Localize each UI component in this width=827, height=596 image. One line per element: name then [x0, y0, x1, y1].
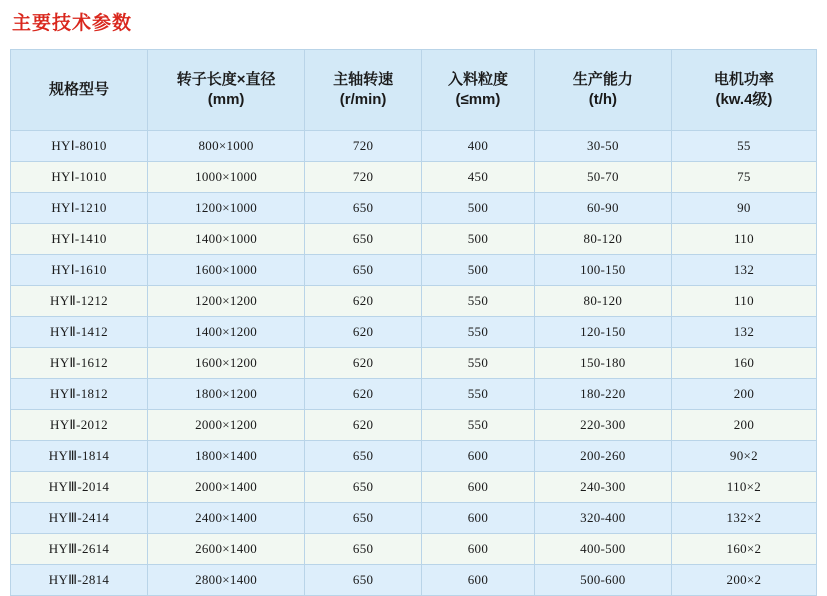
- table-row: [11, 286, 817, 317]
- cell-feed: 550: [422, 348, 535, 379]
- cell-size: 800×1000: [148, 131, 305, 162]
- cell-power: 90: [671, 193, 816, 224]
- cell-capacity: 60-90: [534, 193, 671, 224]
- cell-size: 1400×1200: [148, 317, 305, 348]
- cell-model: HYⅡ-1412: [11, 317, 148, 348]
- cell-capacity: 220-300: [534, 410, 671, 441]
- cell-model: HYⅠ-1410: [11, 224, 148, 255]
- table-row: [11, 534, 817, 565]
- cell-capacity: 80-120: [534, 286, 671, 317]
- table-row: [11, 131, 817, 162]
- cell-size: 2400×1400: [148, 503, 305, 534]
- column-header-model-line1: 规格型号: [49, 80, 110, 98]
- cell-feed: 550: [422, 317, 535, 348]
- cell-feed: 450: [422, 162, 535, 193]
- cell-speed: 620: [305, 348, 422, 379]
- cell-capacity: 240-300: [534, 472, 671, 503]
- column-header-motor-power-line1: 电机功率: [713, 70, 774, 88]
- cell-power: 200×2: [671, 565, 816, 596]
- cell-speed: 650: [305, 565, 422, 596]
- cell-speed: 650: [305, 534, 422, 565]
- cell-model: HYⅡ-1812: [11, 379, 148, 410]
- table-row: [11, 224, 817, 255]
- cell-power: 110×2: [671, 472, 816, 503]
- cell-capacity: 80-120: [534, 224, 671, 255]
- cell-power: 160×2: [671, 534, 816, 565]
- table-container: [0, 35, 827, 596]
- cell-size: 1200×1200: [148, 286, 305, 317]
- cell-power: 160: [671, 348, 816, 379]
- cell-speed: 650: [305, 441, 422, 472]
- column-header-spindle-speed: [305, 50, 422, 131]
- column-header-feed-size-line2: (≤mm): [455, 91, 501, 108]
- cell-size: 1800×1400: [148, 441, 305, 472]
- table-header: [11, 50, 817, 131]
- cell-feed: 500: [422, 224, 535, 255]
- cell-size: 2000×1400: [148, 472, 305, 503]
- cell-speed: 720: [305, 162, 422, 193]
- cell-capacity: 400-500: [534, 534, 671, 565]
- cell-model: HYⅡ-1212: [11, 286, 148, 317]
- table-row: [11, 348, 817, 379]
- table-row: [11, 379, 817, 410]
- cell-model: HYⅡ-2012: [11, 410, 148, 441]
- cell-power: 110: [671, 224, 816, 255]
- column-header-capacity-line2: (t/h): [588, 91, 618, 108]
- cell-model: HYⅢ-2814: [11, 565, 148, 596]
- cell-size: 1600×1200: [148, 348, 305, 379]
- cell-feed: 600: [422, 472, 535, 503]
- column-header-spindle-speed-line2: (r/min): [339, 91, 387, 108]
- table-row: [11, 565, 817, 596]
- cell-capacity: 200-260: [534, 441, 671, 472]
- cell-size: 1400×1000: [148, 224, 305, 255]
- cell-capacity: 320-400: [534, 503, 671, 534]
- cell-power: 132×2: [671, 503, 816, 534]
- cell-speed: 650: [305, 503, 422, 534]
- cell-power: 90×2: [671, 441, 816, 472]
- cell-feed: 600: [422, 534, 535, 565]
- cell-speed: 650: [305, 255, 422, 286]
- table-row: [11, 503, 817, 534]
- cell-size: 2800×1400: [148, 565, 305, 596]
- cell-size: 1600×1000: [148, 255, 305, 286]
- cell-capacity: 120-150: [534, 317, 671, 348]
- cell-capacity: 150-180: [534, 348, 671, 379]
- cell-model: HYⅢ-2014: [11, 472, 148, 503]
- table-row: [11, 193, 817, 224]
- cell-power: 55: [671, 131, 816, 162]
- cell-feed: 600: [422, 565, 535, 596]
- cell-power: 110: [671, 286, 816, 317]
- cell-size: 1200×1000: [148, 193, 305, 224]
- cell-model: HYⅢ-1814: [11, 441, 148, 472]
- column-header-rotor-size-line1: 转子长度×直径: [176, 70, 276, 88]
- table-header-row: [11, 50, 817, 131]
- cell-feed: 550: [422, 410, 535, 441]
- cell-capacity: 180-220: [534, 379, 671, 410]
- cell-capacity: 50-70: [534, 162, 671, 193]
- column-header-capacity: [534, 50, 671, 131]
- cell-feed: 500: [422, 193, 535, 224]
- cell-feed: 600: [422, 503, 535, 534]
- table-row: [11, 317, 817, 348]
- cell-power: 200: [671, 379, 816, 410]
- cell-capacity: 500-600: [534, 565, 671, 596]
- cell-size: 1000×1000: [148, 162, 305, 193]
- cell-model: HYⅡ-1612: [11, 348, 148, 379]
- cell-speed: 620: [305, 410, 422, 441]
- table-row: [11, 255, 817, 286]
- cell-speed: 620: [305, 379, 422, 410]
- column-header-motor-power-line2: (kw.4级): [715, 91, 773, 108]
- cell-feed: 500: [422, 255, 535, 286]
- cell-power: 200: [671, 410, 816, 441]
- cell-power: 132: [671, 255, 816, 286]
- column-header-motor-power: [671, 50, 816, 131]
- table-row: [11, 410, 817, 441]
- cell-speed: 650: [305, 472, 422, 503]
- page-title: 主要技术参数: [12, 13, 133, 34]
- cell-speed: 620: [305, 317, 422, 348]
- table-row: [11, 472, 817, 503]
- cell-model: HYⅠ-1010: [11, 162, 148, 193]
- table-row: [11, 441, 817, 472]
- column-header-spindle-speed-line1: 主轴转速: [333, 70, 394, 88]
- cell-feed: 550: [422, 379, 535, 410]
- cell-feed: 400: [422, 131, 535, 162]
- cell-size: 1800×1200: [148, 379, 305, 410]
- cell-model: HYⅢ-2414: [11, 503, 148, 534]
- cell-speed: 650: [305, 193, 422, 224]
- cell-feed: 600: [422, 441, 535, 472]
- cell-feed: 550: [422, 286, 535, 317]
- cell-model: HYⅠ-8010: [11, 131, 148, 162]
- specification-table: [10, 49, 817, 596]
- cell-model: HYⅢ-2614: [11, 534, 148, 565]
- cell-capacity: 30-50: [534, 131, 671, 162]
- column-header-capacity-line1: 生产能力: [572, 70, 633, 88]
- table-body: [11, 131, 817, 596]
- column-header-rotor-size-line2: (mm): [207, 91, 245, 108]
- cell-power: 132: [671, 317, 816, 348]
- column-header-model: [11, 50, 148, 131]
- table-row: [11, 162, 817, 193]
- cell-size: 2000×1200: [148, 410, 305, 441]
- column-header-feed-size-line1: 入料粒度: [447, 70, 508, 88]
- cell-capacity: 100-150: [534, 255, 671, 286]
- cell-speed: 720: [305, 131, 422, 162]
- cell-power: 75: [671, 162, 816, 193]
- column-header-rotor-size: [148, 50, 305, 131]
- cell-model: HYⅠ-1210: [11, 193, 148, 224]
- cell-speed: 650: [305, 224, 422, 255]
- cell-speed: 620: [305, 286, 422, 317]
- column-header-feed-size: [422, 50, 535, 131]
- cell-model: HYⅠ-1610: [11, 255, 148, 286]
- cell-size: 2600×1400: [148, 534, 305, 565]
